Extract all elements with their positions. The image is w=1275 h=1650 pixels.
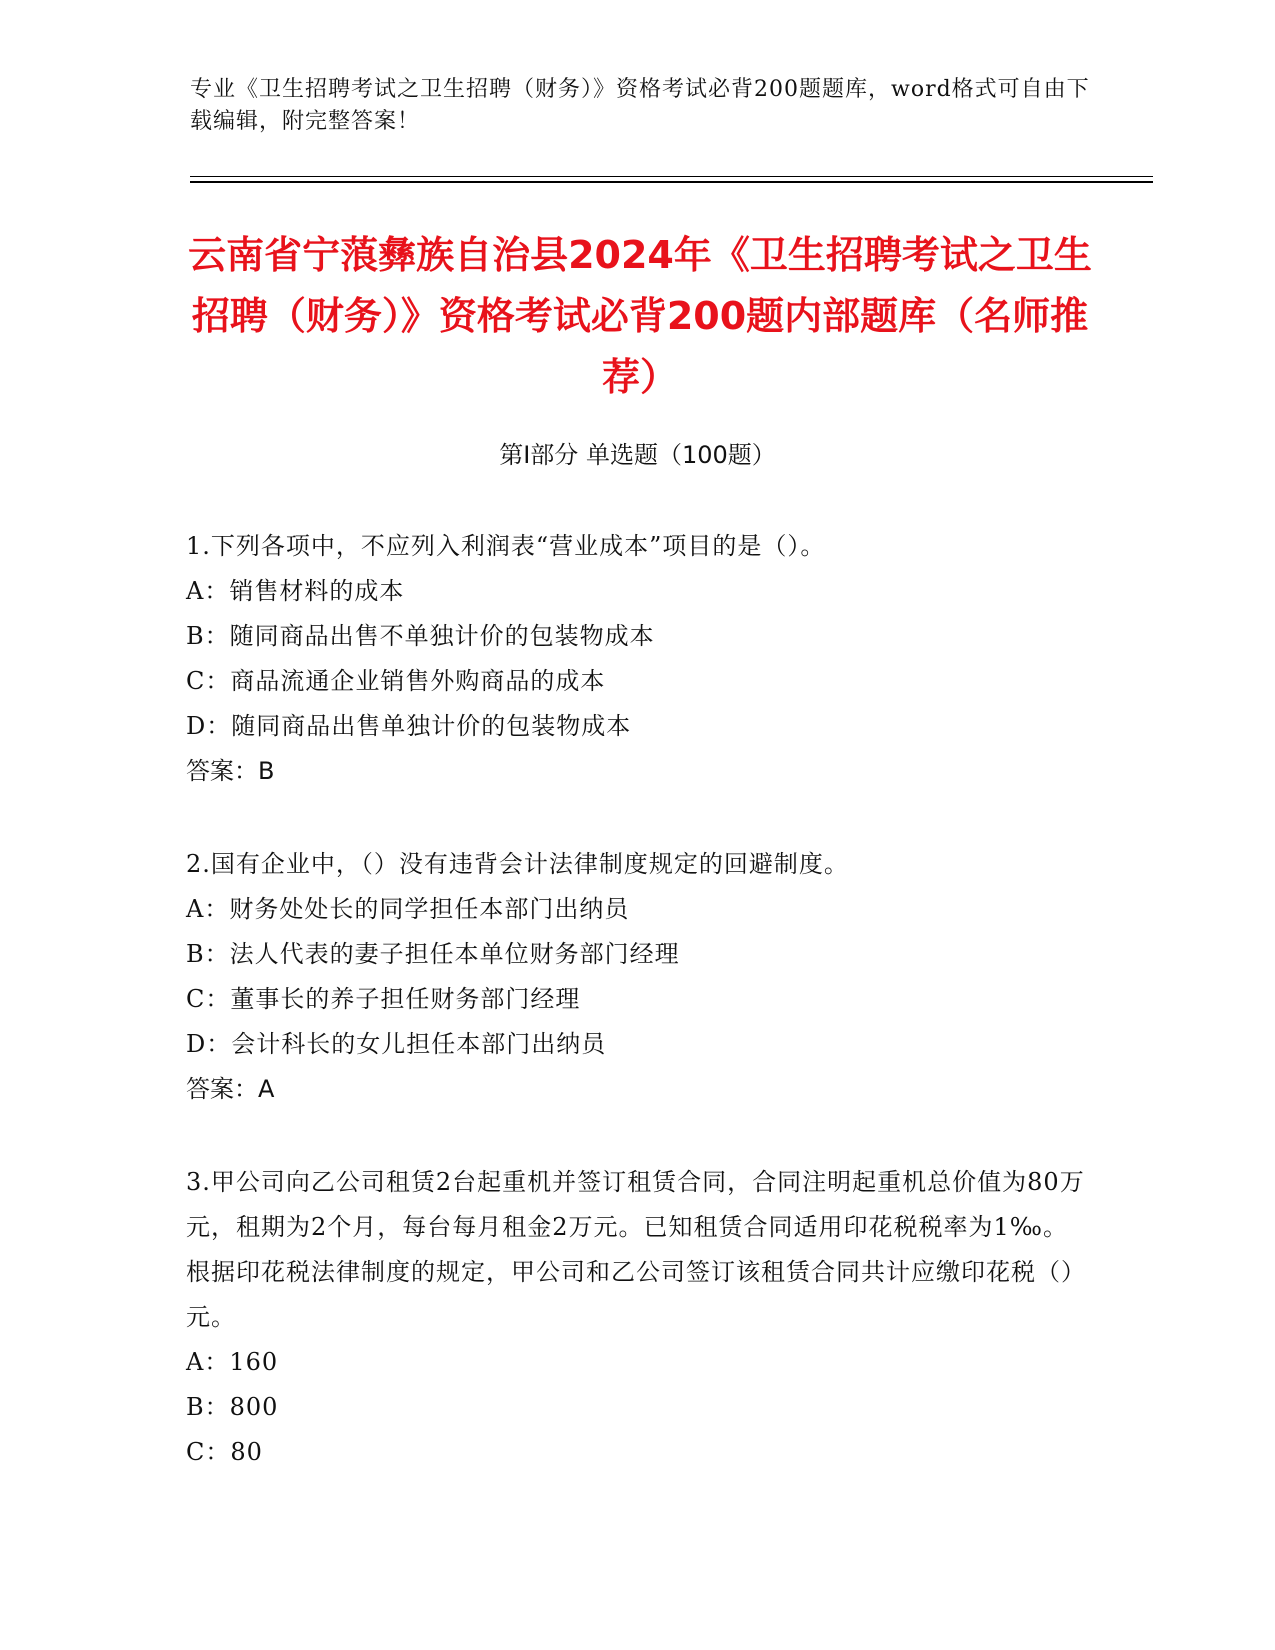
question-stem: 3.甲公司向乙公司租赁2台起重机并签订租赁合同，合同注明起重机总价值为80万元，租期为2个月，每台每月租金2万元。已知租赁合同适用印花税税率为1‰。根据印花税法律制度的规定，甲公司和乙公司签订该租赁合同共计应缴印花税（）元。 [186,1168,1086,1331]
section-heading: 第I部分 单选题（100题） [499,441,776,469]
option-a: A：财务处处长的同学担任本部门出纳员 [186,895,630,923]
option-d: D：会计科长的女儿担任本部门出纳员 [186,1030,607,1058]
header-divider-thick [190,181,1153,183]
option-c: C：董事长的养子担任财务部门经理 [186,985,581,1013]
option-b: B：800 [186,1393,279,1421]
header-divider-thin [190,176,1153,177]
answer: 答案：A [186,1075,275,1103]
answer: 答案：B [186,757,275,785]
option-a: A：销售材料的成本 [186,577,405,605]
question-stem: 2.国有企业中，（）没有违背会计法律制度规定的回避制度。 [186,850,849,878]
option-c: C：80 [186,1438,263,1466]
question-2 [186,842,1086,1112]
option-a: A：160 [186,1348,279,1376]
option-b: B：法人代表的妻子担任本单位财务部门经理 [186,940,680,968]
question-stem: 1.下列各项中，不应列入利润表“营业成本”项目的是（）。 [186,532,826,560]
question-3 [186,1160,1086,1475]
header-note: 专业《卫生招聘考试之卫生招聘（财务）》资格考试必背200题题库，word格式可自由下载编辑，附完整答案！ [190,77,1090,134]
option-d: D：随同商品出售单独计价的包装物成本 [186,712,632,740]
option-c: C：商品流通企业销售外购商品的成本 [186,667,606,695]
document-title: 云南省宁蒗彝族自治县2024年《卫生招聘考试之卫生招聘（财务）》资格考试必背200题内部题库（名师推荐） [188,233,1092,399]
question-1 [186,524,1086,794]
option-b: B：随同商品出售不单独计价的包装物成本 [186,622,655,650]
